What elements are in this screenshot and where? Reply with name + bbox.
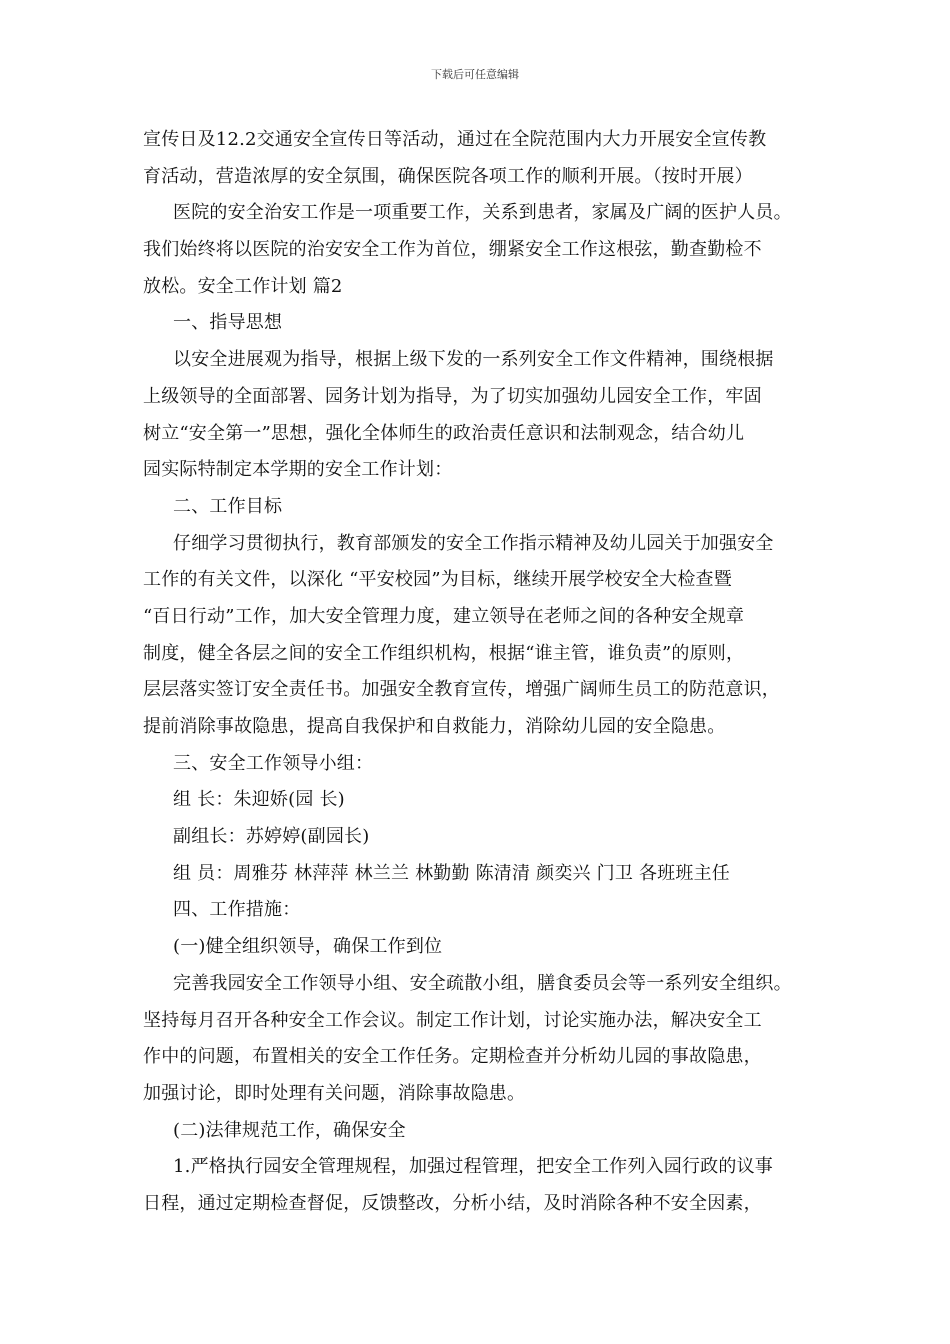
text-line: 以安全进展观为指导，根据上级下发的一系列安全工作文件精神，围绕根据 — [173, 349, 774, 371]
text-line: 1.严格执行园安全管理规程，加强过程管理，把安全工作列入园行政的议事 — [173, 1156, 773, 1178]
subsection-heading: (二)法律规范工作，确保安全 — [173, 1119, 406, 1141]
team-deputy-leader: 副组长：苏婷婷(副园长) — [173, 826, 370, 848]
team-members: 组 员：周雅芬 林萍萍 林兰兰 林勤勤 陈清清 颜奕兴 门卫 各班班主任 — [173, 862, 730, 884]
text-line: 我们始终将以医院的治安安全工作为首位，绷紧安全工作这根弦，勤查勤检不 — [143, 239, 762, 261]
text-line: 宣传日及12.2交通安全宣传日等活动，通过在全院范围内大力开展安全宣传教 — [143, 129, 767, 150]
text-line: 仔细学习贯彻执行，教育部颁发的安全工作指示精神及幼儿园关于加强安全 — [173, 532, 774, 554]
text-line: 育活动，营造浓厚的安全氛围，确保医院各项工作的顺利开展。（按时开展） — [143, 165, 753, 187]
text-line: 作中的问题，布置相关的安全工作任务。定期检查并分析幼儿园的事故隐患， — [143, 1046, 762, 1068]
text-line: 工作的有关文件，以深化 “平安校园”为目标，继续开展学校安全大检查暨 — [143, 569, 732, 591]
text-line: 加强讨论，即时处理有关问题，消除事故隐患。 — [143, 1082, 526, 1104]
text-line: 放松。安全工作计划 篇2 — [143, 275, 343, 297]
subsection-heading: (一)健全组织领导，确保工作到位 — [173, 936, 443, 958]
text-line: 上级领导的全面部署、园务计划为指导，为了切实加强幼儿园安全工作，牢固 — [143, 385, 762, 407]
text-line: “百日行动”工作，加大安全管理力度，建立领导在老师之间的各种安全规章 — [143, 605, 745, 627]
header-note: 下载后可任意编辑 — [431, 68, 519, 81]
text-line: 提前消除事故隐患，提高自我保护和自救能力，消除幼儿园的安全隐患。 — [143, 716, 726, 737]
text-line: 坚持每月召开各种安全工作会议。制定工作计划，讨论实施办法，解决安全工 — [143, 1009, 762, 1031]
text-line: 完善我园安全工作领导小组、安全疏散小组，膳食委员会等一系列安全组织。 — [173, 972, 792, 994]
section-heading: 三、安全工作领导小组： — [173, 752, 374, 774]
text-line: 日程，通过定期检查督促，反馈整改，分析小结，及时消除各种不安全因素， — [143, 1192, 762, 1214]
text-line: 园实际特制定本学期的安全工作计划： — [143, 459, 453, 481]
document-body — [143, 122, 823, 1223]
section-heading: 四、工作措施： — [173, 899, 301, 921]
section-heading: 一、指导思想 — [173, 312, 283, 334]
section-heading: 二、工作目标 — [173, 495, 283, 517]
team-leader: 组 长：朱迎娇(园 长) — [173, 789, 345, 811]
text-line: 医院的安全治安工作是一项重要工作，关系到患者，家属及广阔的医护人员。 — [173, 202, 792, 224]
text-line: 树立“安全第一”思想，强化全体师生的政治责任意识和法制观念，结合幼儿 — [143, 422, 745, 444]
text-line: 制度，健全各层之间的安全工作组织机构，根据“谁主管，谁负责”的原则， — [143, 642, 745, 664]
text-line: 层层落实签订安全责任书。加强安全教育宣传，增强广阔师生员工的防范意识， — [143, 679, 780, 701]
